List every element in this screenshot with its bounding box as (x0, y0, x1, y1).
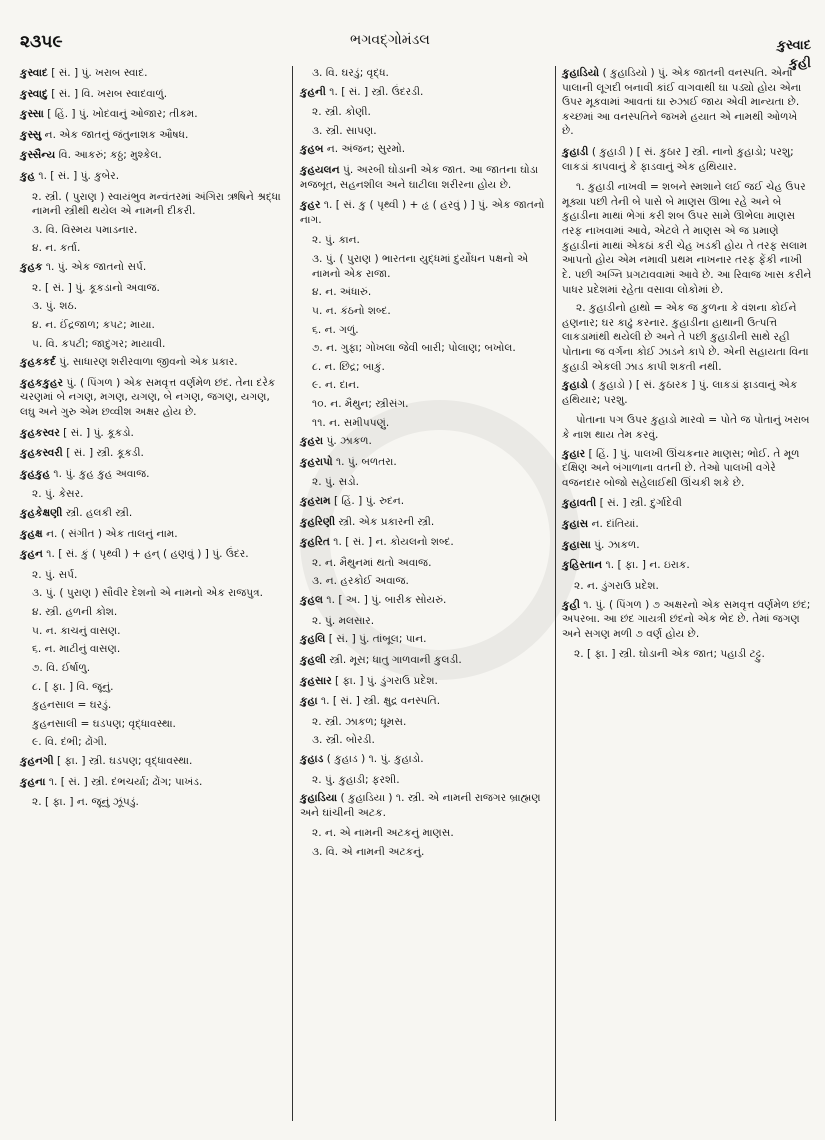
entry-sense: ૪. ન. ઈંદ્રજાળ; કપટ; માયા. (32, 318, 155, 331)
entry-sense: ૩. ન. હરકોઈ અવાજ. (312, 575, 409, 588)
entry-definition: ૧. [ ફા. ] ન. ઇરાક. (602, 559, 690, 572)
entry-definition: [ હિં. ] પું. રુદન. (330, 495, 405, 508)
entry-sense: ૩. પું. ( પુરાણ ) સૌવીર દેશનો એ નામનો એક રાજપુત્ર. (32, 587, 264, 600)
entry-sense: ૨. પું. સર્પ. (32, 568, 78, 581)
entry-definition: [ સં. ] સ્ત્રી. કૂકડી. (62, 447, 144, 460)
entry-definition: પું. ઝાકળ. (323, 435, 372, 448)
entry-headword: કુહયલન (300, 164, 340, 177)
entry-headword: કુહનગી (20, 754, 54, 767)
entry-headword: કુહલિ (300, 633, 326, 646)
dictionary-entry (20, 426, 285, 441)
dictionary-entry (300, 694, 550, 709)
entry-sense: ૫. વિ. કપટી; જાદુગર; માયાવી. (32, 337, 166, 350)
entry-definition: [ ફા. ] પું. ડુંગરાઉ પ્રદેશ. (331, 674, 438, 687)
entry-definition: ( કુહાડો ) [ સં. કુઠારક ] પું. લાકડાં ફાડવાનું એક હથિયાર; પરશુ. (562, 379, 798, 406)
entry-headword: કુહાર (562, 447, 586, 460)
guide-word-last: કુહી (788, 56, 811, 71)
entry-definition: ૧. [ અ. ] પું. બારીક સોયરું. (323, 594, 447, 607)
entry-definition: સ્ત્રી. એક પ્રકારની સ્ત્રી. (335, 515, 435, 528)
dictionary-entry (300, 494, 550, 509)
entry-definition: ( કુહાડિયો ) પું. એક જાતની વનસ્પતિ. એના પાલાની લૂગદી બનાવી કાંઈ વાગવાથી ઘા પડ્યો હોય એના ઉપર મૂકવામાં આવતાં ઘા રુઝાઈ જાય એવી માન્યતા છે. કચ્છમાં આ વનસ્પતિને જખમે હયાત એ નામથી ઓળખે છે. (562, 67, 802, 138)
entry-headword: કુહાડ (300, 752, 324, 765)
entry-definition: [ હિં. ] પું. ખોદવાનું ઓજાર; તીકમ. (43, 108, 198, 121)
entry-definition: [ ફા. ] સ્ત્રી. ઘડપણ; વૃદ્ધાવસ્થા. (53, 754, 193, 767)
entry-definition: ૧. પું. એક જાતનો સર્પ. (42, 261, 147, 274)
column-divider (292, 66, 293, 1121)
dictionary-entry (562, 558, 812, 573)
dictionary-entry (20, 376, 285, 420)
entry-definition: ૧. [ સં. ] સ્ત્રી. ક્ષુદ્ર વનસ્પતિ. (317, 695, 441, 708)
entry-headword: કુહરિત (300, 536, 330, 549)
entry-definition: ન. એક જાતનું જંતુનાશક ઔષધ. (41, 128, 189, 141)
entry-definition: [ સં. ] પું. કૂકડો. (59, 426, 134, 439)
entry-headword: કુહાડો (562, 379, 589, 392)
dictionary-entry (300, 535, 550, 550)
entry-headword: કુસ્સૈન્ય (20, 149, 56, 162)
entry-definition: ૧. [ સં. ] ન. કોયલનો શબ્દ. (329, 536, 454, 549)
entry-definition: ૧. પું. બળતરા. (332, 455, 397, 468)
entry-sense: ૨. પું. સડો. (312, 476, 359, 489)
entry-headword: કુહકકુહર (20, 376, 63, 389)
dictionary-entry (300, 632, 550, 647)
entry-sense: ૯. ન. દાન. (312, 379, 360, 392)
dictionary-entry (562, 517, 812, 532)
dictionary-entry (300, 142, 550, 157)
entry-headword: કુહાડી (562, 146, 589, 159)
running-title: ભગવદ્ગોમંડલ (350, 32, 430, 48)
entry-headword: કુહકકર્દ (20, 356, 56, 369)
entry-definition: [ સં. ] સ્ત્રી. દુર્ગાદેવી (596, 497, 682, 510)
entry-sense: ૭. ન. ગુફા; ગોખલા જેવી બારી; પોલાણ; બખોલ. (312, 342, 516, 355)
entry-sense: ૩. વિ. વિસ્મય પમાડનાર. (32, 223, 138, 236)
dictionary-entry (20, 775, 285, 790)
entry-headword: કુહાસા (562, 538, 591, 551)
dictionary-entry (20, 467, 285, 482)
entry-sense: ૯. વિ. દંભી; ઢોંગી. (32, 736, 108, 749)
entry-definition: ૧. [ સં. ] પું. કુબેર. (35, 170, 120, 183)
entry-definition: ૧. પું. કુહ કુહ અવાજ. (50, 467, 150, 480)
dictionary-entry (300, 752, 550, 767)
entry-definition: [ હિં. ] પું. પાલખી ઊંચકનાર માણસ; ભોઈ. તે મૂળ દક્ષિણ અને બંગાળાના વતની છે. તેઓ પાલખી વગેરે વજનદાર બોજો સહેલાઈથી ઊંચકી શકે છે. (562, 447, 800, 489)
entry-headword: કુહાસ (562, 518, 589, 531)
entry-headword: કુહબ (300, 143, 324, 156)
dictionary-entry (300, 198, 550, 227)
column-left (20, 66, 285, 814)
entry-headword: કુહાડિયા (300, 792, 338, 805)
entry-headword: કુહના (20, 775, 46, 788)
entry-definition: સ્ત્રી. મૂસ; ધાતુ ગાળવાની કુલડી. (326, 653, 462, 666)
entry-definition: પું. ઝાકળ. (590, 538, 640, 551)
entry-sense: ૨. સ્ત્રી. ( પુરાણ ) સ્વાયંભુવ મન્વંતરમાં અંગિરા ઋષિને શ્રદ્ધા નામની સ્ત્રીથી થયેલ એ નામની દીકરી. (32, 190, 281, 218)
dictionary-entry (20, 260, 285, 275)
entry-definition: ૧. [ સં. કુ ( પૃથ્વી ) + હૃ ( હરવું ) ] પું. એક જાતનો નાગ. (300, 199, 545, 226)
entry-usage-paragraph: ૨. કુહાડીનો હાથો = એક જ કુળના કે વંશના કોઈને હણનાર; ઘર કાઢું કરનાર. કુહાડીના હાથાની ઉત્પત્તિ લાકડામાંથી થયેલી છે અને તે પછી કુહાડીની સાથે રહી પોતાના જ વર્ગના કોઈ ઝાડને કાપે છે. એની સહાયતા વિના કુહાડી એકલી ઝાડ કાપી શકતી નથી. (562, 302, 809, 373)
entry-headword: કુહર (300, 199, 321, 212)
entry-headword: કુહાડિયો (562, 67, 600, 79)
dictionary-entry (300, 653, 550, 668)
entry-headword: કુસ્સુ (20, 128, 42, 141)
entry-headword: કુસ્વાદુ (20, 87, 48, 100)
entry-sense: ૨. પું. કેસર. (32, 488, 84, 501)
entry-definition: સ્ત્રી. હલકી સ્ત્રી. (62, 507, 133, 520)
entry-sense: ૮. [ ફા. ] વિ. જૂનું. (32, 680, 114, 693)
entry-definition: ન. અંજન; સુરમો. (323, 143, 406, 156)
entry-sense: કુહનસાલી = ઘડપણ; વૃદ્ધાવસ્થા. (32, 717, 176, 730)
dictionary-entry (562, 496, 812, 511)
column-middle (300, 66, 550, 864)
entry-headword: કુહક (20, 261, 43, 274)
entry-usage-paragraph: ૧. કુહાડી નાખવી = શબને સ્મશાને લઈ જઈ ચેહ ઉપર મૂક્યા પછી તેની બે પાસે બે માણસ ઊભા રહે અને બે કુહાડીના માથાં ભેગાં કરી શબ ઉપર સામે ઊભેલા માણસ તરફ નાખવામાં આવે, એટલે તે માણસ એ જ પ્રમાણે કુહાડીનાં માથાં એકઠાં કરી ચેહ ખડકી હોય તે તરફ સલામ આપતો હોય એમ નમાવી પ્રથમ નાખનાર તરફ ફેંકી નાખી દે. પછી અગ્નિ પ્રગટાવવામાં આવે છે. આ રિવાજ ખાસ કરીને પાધર પ્રદેશમાં રહેતા વસાવા લોકોમાં છે. (562, 181, 812, 296)
entry-sense: ૬. ન. માટીનું વાસણ. (32, 643, 121, 656)
dictionary-entry (300, 674, 550, 689)
dictionary-entry (20, 506, 285, 521)
dictionary-entry (562, 538, 812, 553)
entry-definition: પું. અરબી ઘોડાની એક જાત. આ જાતના ઘોડા મજબૂત, સહનશીલ અને ઘાટીલા શરીરના હોય છે. (300, 164, 539, 191)
entry-sense: ૩. સ્ત્રી. બોરડી. (312, 734, 375, 747)
entry-sense: ૩. વિ. એ નામની અટકનું. (312, 845, 425, 858)
entry-headword: કુહક્ષ (20, 527, 43, 540)
entry-definition: પું. ( પિંગળ ) એક સમવૃત્ત વર્ણમેળ છંદ. તેના દરેક ચરણમાં બે નગણ, મગણ, યગણ, બે નગણ, જગણ, યગણ, લઘુ અને ગુરુ એમ છવ્વીશ અક્ષર હોય છે. (20, 376, 276, 418)
entry-headword: કુહરાપો (300, 455, 333, 468)
entry-headword: કુહકેક્ષણી (20, 507, 63, 520)
dictionary-entry (300, 593, 550, 608)
entry-sense: ૮. ન. છિદ્ર; બાકું. (312, 360, 385, 373)
entry-sense: ૨. [ ફા. ] ન. જૂનું ઝૂંપડું. (32, 796, 139, 809)
dictionary-entry (562, 598, 812, 642)
entry-definition: ( કુહાડ ) ૧. પું. કુહાડો. (323, 752, 424, 765)
dictionary-entry (20, 355, 285, 370)
entry-headword: કુહકસ્વરી (20, 447, 63, 460)
entry-headword: કુહરા (300, 435, 324, 448)
entry-sense: ૧૧. ન. સમીપપણું. (312, 416, 390, 429)
entry-definition: ૧. [ સં. ] સ્ત્રી. ઉંદરડી. (325, 85, 424, 98)
entry-headword: કુહરિણી (300, 515, 336, 528)
entry-definition: [ સં. ] વિ. ખરાબ સ્વાદવાળું. (47, 87, 168, 100)
dictionary-entry (20, 446, 285, 461)
entry-headword: કુહકસ્વર (20, 426, 60, 439)
dictionary-entry (562, 145, 812, 174)
entry-sense: ૪. ન. કર્તા. (32, 242, 81, 255)
column-right (562, 66, 812, 666)
entry-sense: ૪. ન. અંધારું. (312, 286, 372, 299)
dictionary-entry (300, 163, 550, 192)
entry-headword: કુહલી (300, 653, 327, 666)
dictionary-entry (20, 87, 285, 102)
dictionary-entry (20, 107, 285, 122)
entry-sense: ૪. સ્ત્રી. હળની કોશ. (32, 606, 118, 619)
dictionary-entry (300, 791, 550, 820)
dictionary-entry (20, 148, 285, 163)
entry-headword: કુહકુહ (20, 467, 51, 480)
entry-headword: કુસ્વાદ (20, 67, 48, 79)
entry-definition: ૧. પું. ( પિંગળ ) ૭ અક્ષરનો એક સમવૃત્ત વર્ણમેળ છંદ; અપરબા. આ છંદ ગાયત્રી છંદનો એક ભેદ છે. તેમાં જગણ અને સગણ મળી ૭ વર્ણ હોય છે. (562, 598, 811, 640)
entry-sense: ૩. સ્ત્રી. સાપણ. (312, 124, 377, 137)
entry-sense: ૬. ન. ગળું. (312, 323, 359, 336)
entry-headword: કુહરામ (300, 495, 331, 508)
entry-sense: ૨. ન. એ નામની અટકનું માણસ. (312, 827, 454, 840)
entry-definition: વિ. આકરું; કઠ્ઠ; મુશ્કેલ. (55, 149, 162, 162)
entry-sense: ૭. વિ. ઈર્ષાળુ. (32, 661, 91, 674)
dictionary-entry (20, 169, 285, 184)
entry-definition: ( કુહાડી ) [ સં. કુઠાર ] સ્ત્રી. નાનો કુહાડો; પરશુ; લાકડાં કાપવાનું કે ફાડવાનું એક હથિયાર. (562, 146, 794, 173)
dictionary-entry (562, 378, 812, 407)
dictionary-entry (20, 547, 285, 562)
entry-headword: કુહિસ્તાન (562, 559, 603, 572)
dictionary-entry (20, 128, 285, 143)
dictionary-entry (300, 85, 550, 100)
entry-definition: ૧. [ સં. કું ( પૃથ્વી ) + હન્ ( હણવું ) ] પું. ઉંદર. (42, 548, 249, 561)
entry-headword: કુહસાર (300, 674, 332, 687)
entry-headword: કુહા (300, 695, 318, 708)
entry-headword: કુહાવતી (562, 497, 597, 510)
entry-headword: કુહન (20, 548, 43, 561)
dictionary-entry (20, 66, 285, 81)
entry-definition: ૧. [ સં. ] સ્ત્રી. દંભચર્યા; ઢોંગ; પાખંડ. (45, 775, 203, 788)
entry-sense: કુહનસાલ = ઘરડું. (32, 699, 112, 712)
entry-definition: [ સં. ] પું. તાંબૂલ; પાન. (325, 633, 427, 646)
entry-sense: ૨. પું. મલસાર. (312, 614, 375, 627)
entry-sense: ૩. પું. શઠ. (32, 300, 78, 313)
entry-sense: ૨. પું. કુહાડી; ફરશી. (312, 773, 400, 786)
entry-sense: ૨. ન. ડુંગરાઉ પ્રદેશ. (574, 579, 659, 592)
entry-headword: કુહની (300, 85, 326, 98)
column-divider (555, 66, 556, 1121)
dictionary-entry (20, 527, 285, 542)
dictionary-entry (300, 515, 550, 530)
entry-sense: ૨. ન. મૈથુનમાં થતો અવાજ. (312, 556, 432, 569)
entry-headword: કુહી (562, 598, 581, 611)
entry-sense: ૫. ન. કંઠનો શબ્દ. (312, 304, 391, 317)
page-number: ૨૩૫૯ (20, 32, 63, 52)
dictionary-entry (300, 434, 550, 449)
entry-sense: ૨. [ ફા. ] સ્ત્રી. ઘોડાની એક જાત; પહાડી ટટ્ટુ. (574, 648, 765, 661)
entry-sense: ૨. સ્ત્રી. કોણી. (312, 106, 371, 119)
entry-sense: ૩. પું. ( પુરાણ ) ભારતના યુદ્ધમાં દુર્યોધન પક્ષનો એ નામનો એક રાજા. (312, 253, 529, 280)
entry-sense: ૨. [ સં. ] પું. કૂકડાનો અવાજ. (32, 281, 160, 294)
page-header (0, 0, 825, 71)
dictionary-entry (300, 455, 550, 470)
entry-headword: કુહ (20, 170, 36, 183)
entry-definition: પું. સાધારણ શરીરવાળા જીવનો એક પ્રકાર. (55, 356, 238, 369)
entry-headword: કુસ્સા (20, 108, 44, 121)
entry-definition: [ સં. ] પું. ખરાબ સ્વાદ. (47, 67, 148, 79)
entry-sense: ૨. પું. કાન. (312, 234, 360, 247)
guide-word-first: કુસ્વાદ (776, 38, 811, 53)
entry-definition: ન. ( સંગીત ) એક તાલનું નામ. (42, 527, 178, 540)
entry-definition: ન. દાંતિયાં. (588, 518, 639, 531)
entry-definition: ( કુહાડિયા ) ૧. સ્ત્રી. એ નામની રાજગર બ્રાહ્મણ અને ઘાંચીની અટક. (300, 792, 541, 819)
dictionary-entry (562, 66, 812, 139)
entry-sense: ૩. વિ. ઘરડું; વૃદ્ધ. (312, 67, 389, 79)
entry-sense: ૫. ન. કાચનું વાસણ. (32, 624, 121, 637)
entry-usage-paragraph: પોતાના પગ ઉપર કુહાડો મારવો = પોતે જ પોતાનું ખરાબ કે નાશ થાય તેમ કરવું. (562, 414, 810, 442)
entry-sense: ૧૦. ન. મૈથુન; સ્ત્રીસંગ. (312, 397, 409, 410)
dictionary-entry (20, 754, 285, 769)
entry-headword: કુહલ (300, 594, 324, 607)
entry-sense: ૨. સ્ત્રી. ઝાકળ; ધૂમસ. (312, 715, 407, 728)
dictionary-entry (562, 447, 812, 491)
